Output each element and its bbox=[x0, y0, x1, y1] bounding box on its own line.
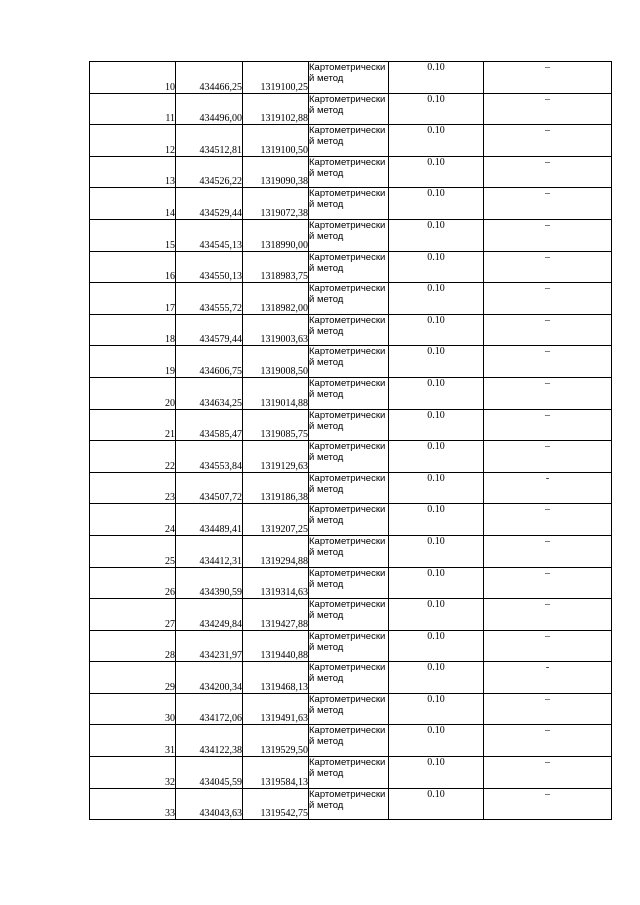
method-cell: Картометрический метод bbox=[309, 377, 389, 409]
coordinate-x: 434545,13 bbox=[176, 219, 243, 251]
point-number: 30 bbox=[90, 693, 176, 725]
point-number: 15 bbox=[90, 219, 176, 251]
method-cell: Картометрический метод bbox=[309, 535, 389, 567]
point-number: 16 bbox=[90, 251, 176, 283]
coordinates-table-body bbox=[90, 62, 612, 820]
table-row bbox=[90, 757, 612, 789]
coordinate-y: 1319294,88 bbox=[243, 535, 309, 567]
table-row bbox=[90, 93, 612, 125]
coordinate-y: 1318982,00 bbox=[243, 283, 309, 315]
table-row bbox=[90, 535, 612, 567]
method-cell: Картометрический метод bbox=[309, 441, 389, 473]
method-cell: Картометрический метод bbox=[309, 599, 389, 631]
table-row bbox=[90, 472, 612, 504]
coordinate-x: 434043,63 bbox=[176, 788, 243, 820]
coordinate-y: 1319468,13 bbox=[243, 662, 309, 694]
table-row bbox=[90, 219, 612, 251]
error-value: 0.10 bbox=[389, 283, 484, 315]
method-cell: Картометрический метод bbox=[309, 93, 389, 125]
point-number: 10 bbox=[90, 62, 176, 94]
point-number: 21 bbox=[90, 409, 176, 441]
error-value: 0.10 bbox=[389, 188, 484, 220]
table-row bbox=[90, 377, 612, 409]
table-row bbox=[90, 188, 612, 220]
note-cell: – bbox=[484, 725, 612, 757]
note-cell: - bbox=[484, 472, 612, 504]
coordinate-x: 434172,06 bbox=[176, 693, 243, 725]
table-row bbox=[90, 156, 612, 188]
coordinate-y: 1318983,75 bbox=[243, 251, 309, 283]
coordinate-x: 434045,59 bbox=[176, 757, 243, 789]
coordinate-x: 434200,34 bbox=[176, 662, 243, 694]
table-row bbox=[90, 788, 612, 820]
coordinate-y: 1319085,75 bbox=[243, 409, 309, 441]
coordinate-x: 434496,00 bbox=[176, 93, 243, 125]
point-number: 23 bbox=[90, 472, 176, 504]
table-row bbox=[90, 567, 612, 599]
table-row bbox=[90, 125, 612, 157]
note-cell: – bbox=[484, 251, 612, 283]
point-number: 19 bbox=[90, 346, 176, 378]
coordinate-y: 1319427,88 bbox=[243, 599, 309, 631]
point-number: 31 bbox=[90, 725, 176, 757]
note-cell: – bbox=[484, 567, 612, 599]
coordinate-x: 434466,25 bbox=[176, 62, 243, 94]
coordinate-y: 1319584,13 bbox=[243, 757, 309, 789]
point-number: 27 bbox=[90, 599, 176, 631]
method-cell: Картометрический метод bbox=[309, 219, 389, 251]
table-row bbox=[90, 599, 612, 631]
note-cell: – bbox=[484, 219, 612, 251]
method-cell: Картометрический метод bbox=[309, 188, 389, 220]
note-cell: – bbox=[484, 693, 612, 725]
method-cell: Картометрический метод bbox=[309, 62, 389, 94]
coordinate-x: 434634,25 bbox=[176, 377, 243, 409]
error-value: 0.10 bbox=[389, 693, 484, 725]
point-number: 26 bbox=[90, 567, 176, 599]
table-row bbox=[90, 441, 612, 473]
coordinate-x: 434390,59 bbox=[176, 567, 243, 599]
error-value: 0.10 bbox=[389, 630, 484, 662]
coordinate-y: 1319003,63 bbox=[243, 314, 309, 346]
coordinate-y: 1319102,88 bbox=[243, 93, 309, 125]
error-value: 0.10 bbox=[389, 567, 484, 599]
note-cell: – bbox=[484, 188, 612, 220]
coordinate-x: 434512,81 bbox=[176, 125, 243, 157]
note-cell: – bbox=[484, 630, 612, 662]
error-value: 0.10 bbox=[389, 504, 484, 536]
point-number: 25 bbox=[90, 535, 176, 567]
method-cell: Картометрический метод bbox=[309, 409, 389, 441]
method-cell: Картометрический метод bbox=[309, 472, 389, 504]
coordinate-x: 434231,97 bbox=[176, 630, 243, 662]
point-number: 29 bbox=[90, 662, 176, 694]
table-row bbox=[90, 251, 612, 283]
point-number: 17 bbox=[90, 283, 176, 315]
method-cell: Картометрический метод bbox=[309, 693, 389, 725]
note-cell: – bbox=[484, 156, 612, 188]
method-cell: Картометрический метод bbox=[309, 662, 389, 694]
coordinate-y: 1319529,50 bbox=[243, 725, 309, 757]
coordinate-x: 434606,75 bbox=[176, 346, 243, 378]
note-cell: – bbox=[484, 283, 612, 315]
coordinate-x: 434550,13 bbox=[176, 251, 243, 283]
note-cell: – bbox=[484, 314, 612, 346]
note-cell: – bbox=[484, 409, 612, 441]
method-cell: Картометрический метод bbox=[309, 314, 389, 346]
coordinate-y: 1319100,50 bbox=[243, 125, 309, 157]
coordinate-y: 1319440,88 bbox=[243, 630, 309, 662]
coordinate-x: 434526,22 bbox=[176, 156, 243, 188]
point-number: 22 bbox=[90, 441, 176, 473]
coordinate-x: 434585,47 bbox=[176, 409, 243, 441]
note-cell: – bbox=[484, 441, 612, 473]
note-cell: – bbox=[484, 535, 612, 567]
coordinate-x: 434555,72 bbox=[176, 283, 243, 315]
error-value: 0.10 bbox=[389, 346, 484, 378]
note-cell: – bbox=[484, 788, 612, 820]
coordinate-y: 1319186,38 bbox=[243, 472, 309, 504]
coordinate-y: 1319008,50 bbox=[243, 346, 309, 378]
table-row bbox=[90, 409, 612, 441]
method-cell: Картометрический метод bbox=[309, 346, 389, 378]
method-cell: Картометрический метод bbox=[309, 251, 389, 283]
coordinate-x: 434579,44 bbox=[176, 314, 243, 346]
coordinate-y: 1319014,88 bbox=[243, 377, 309, 409]
point-number: 12 bbox=[90, 125, 176, 157]
error-value: 0.10 bbox=[389, 314, 484, 346]
error-value: 0.10 bbox=[389, 441, 484, 473]
error-value: 0.10 bbox=[389, 251, 484, 283]
error-value: 0.10 bbox=[389, 757, 484, 789]
note-cell: – bbox=[484, 599, 612, 631]
coordinate-x: 434553,84 bbox=[176, 441, 243, 473]
method-cell: Картометрический метод bbox=[309, 504, 389, 536]
error-value: 0.10 bbox=[389, 62, 484, 94]
coordinate-y: 1319491,63 bbox=[243, 693, 309, 725]
error-value: 0.10 bbox=[389, 156, 484, 188]
point-number: 14 bbox=[90, 188, 176, 220]
error-value: 0.10 bbox=[389, 377, 484, 409]
error-value: 0.10 bbox=[389, 409, 484, 441]
table-row bbox=[90, 283, 612, 315]
method-cell: Картометрический метод bbox=[309, 125, 389, 157]
coordinate-y: 1319129,63 bbox=[243, 441, 309, 473]
table-row bbox=[90, 662, 612, 694]
method-cell: Картометрический метод bbox=[309, 156, 389, 188]
method-cell: Картометрический метод bbox=[309, 725, 389, 757]
coordinate-x: 434507,72 bbox=[176, 472, 243, 504]
table-row bbox=[90, 346, 612, 378]
point-number: 20 bbox=[90, 377, 176, 409]
coordinate-x: 434249,84 bbox=[176, 599, 243, 631]
note-cell: – bbox=[484, 93, 612, 125]
error-value: 0.10 bbox=[389, 472, 484, 504]
error-value: 0.10 bbox=[389, 125, 484, 157]
note-cell: – bbox=[484, 125, 612, 157]
point-number: 18 bbox=[90, 314, 176, 346]
method-cell: Картометрический метод bbox=[309, 283, 389, 315]
error-value: 0.10 bbox=[389, 93, 484, 125]
table-row bbox=[90, 314, 612, 346]
point-number: 32 bbox=[90, 757, 176, 789]
method-cell: Картометрический метод bbox=[309, 567, 389, 599]
note-cell: – bbox=[484, 757, 612, 789]
method-cell: Картометрический метод bbox=[309, 788, 389, 820]
coordinate-x: 434412,31 bbox=[176, 535, 243, 567]
point-number: 28 bbox=[90, 630, 176, 662]
error-value: 0.10 bbox=[389, 219, 484, 251]
coordinate-y: 1319314,63 bbox=[243, 567, 309, 599]
note-cell: – bbox=[484, 62, 612, 94]
coordinate-x: 434489,41 bbox=[176, 504, 243, 536]
point-number: 24 bbox=[90, 504, 176, 536]
coordinate-y: 1319072,38 bbox=[243, 188, 309, 220]
table-row bbox=[90, 62, 612, 94]
table-row bbox=[90, 504, 612, 536]
error-value: 0.10 bbox=[389, 788, 484, 820]
method-cell: Картометрический метод bbox=[309, 630, 389, 662]
coordinate-y: 1318990,00 bbox=[243, 219, 309, 251]
table-row bbox=[90, 693, 612, 725]
point-number: 13 bbox=[90, 156, 176, 188]
table-row bbox=[90, 725, 612, 757]
note-cell: – bbox=[484, 504, 612, 536]
table-row bbox=[90, 630, 612, 662]
coordinate-y: 1319090,38 bbox=[243, 156, 309, 188]
point-number: 33 bbox=[90, 788, 176, 820]
coordinate-y: 1319542,75 bbox=[243, 788, 309, 820]
error-value: 0.10 bbox=[389, 725, 484, 757]
error-value: 0.10 bbox=[389, 535, 484, 567]
coordinate-y: 1319100,25 bbox=[243, 62, 309, 94]
note-cell: - bbox=[484, 662, 612, 694]
note-cell: – bbox=[484, 377, 612, 409]
coordinate-y: 1319207,25 bbox=[243, 504, 309, 536]
coordinate-x: 434529,44 bbox=[176, 188, 243, 220]
coordinate-x: 434122,38 bbox=[176, 725, 243, 757]
note-cell: – bbox=[484, 346, 612, 378]
error-value: 0.10 bbox=[389, 662, 484, 694]
coordinates-table bbox=[89, 61, 612, 820]
point-number: 11 bbox=[90, 93, 176, 125]
error-value: 0.10 bbox=[389, 599, 484, 631]
method-cell: Картометрический метод bbox=[309, 757, 389, 789]
